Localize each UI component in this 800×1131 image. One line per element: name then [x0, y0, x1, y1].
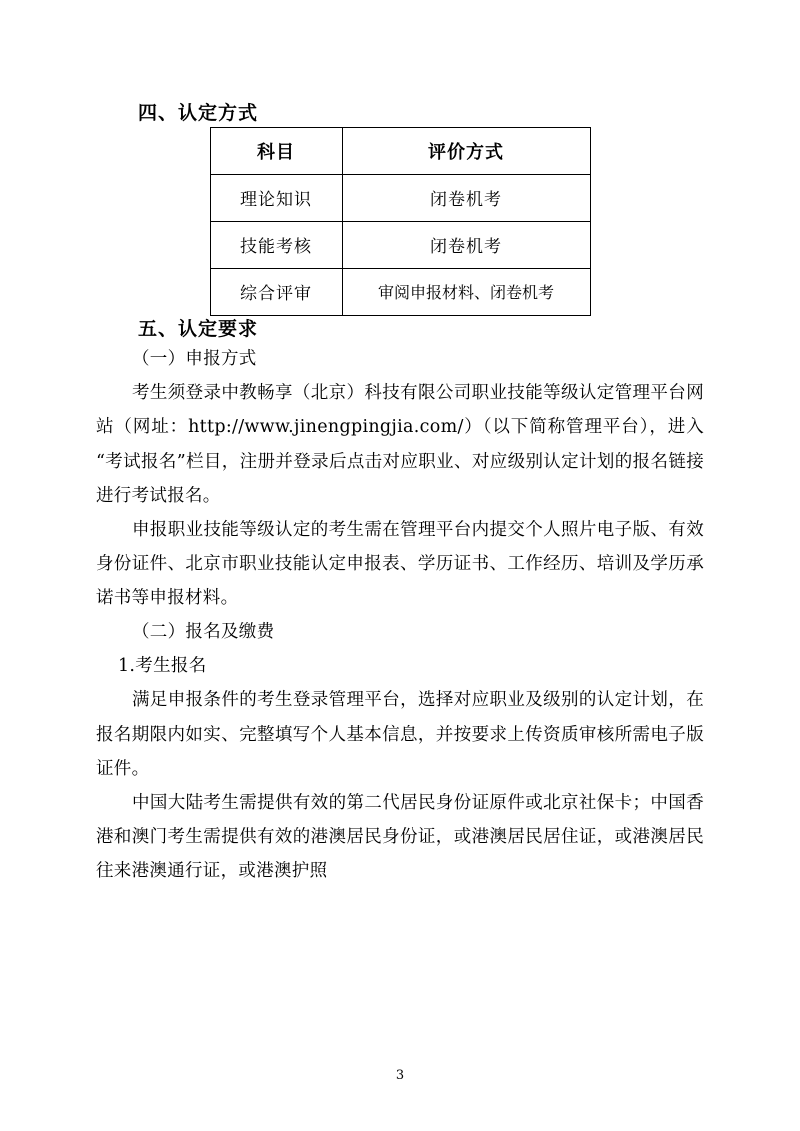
paragraph-apply-method-1: 考生须登录中教畅享（北京）科技有限公司职业技能等级认定管理平台网站（网址：http://www.jinengpingjia.com/）（以下简称管理平台），进入“考试报名”栏目，注册并登录后点击对应职业、对应级别认定计划的报名链接进行考试报名。 — [96, 383, 704, 506]
table-header-subject: 科目 — [210, 127, 342, 174]
table-header-row — [210, 127, 590, 174]
section-heading-5: 五、认定要求 — [138, 317, 259, 340]
subsection-title-register-pay: （二）报名及缴费 — [132, 622, 275, 643]
section-heading-4: 四、认定方式 — [138, 102, 259, 124]
table-row — [210, 268, 590, 315]
table-cell-method: 闭卷机考 — [342, 174, 590, 221]
table-cell-method: 闭卷机考 — [342, 221, 590, 268]
table-header-method: 评价方式 — [342, 127, 590, 174]
subsection-title-apply-method: （一）申报方式 — [132, 349, 257, 370]
table-cell-subject: 理论知识 — [210, 174, 342, 221]
table-row — [210, 221, 590, 268]
table-cell-subject: 技能考核 — [210, 221, 342, 268]
paragraph-candidate-registration-2: 中国大陆考生需提供有效的第二代居民身份证原件或北京社保卡；中国香港和澳门考生需提供有效的港澳居民身份证，或港澳居民居住证，或港澳居民往来港澳通行证，或港澳护照 — [96, 792, 704, 882]
table-cell-method: 审阅申报材料、闭卷机考 — [342, 268, 590, 315]
page-number: 3 — [395, 1068, 405, 1083]
item-title-candidate-registration: 1.考生报名 — [118, 656, 207, 677]
assessment-method-table — [210, 127, 591, 316]
paragraph-candidate-registration-1: 满足申报条件的考生登录管理平台，选择对应职业及级别的认定计划，在报名期限内如实、完整填写个人基本信息，并按要求上传资质审核所需电子版证件。 — [96, 690, 704, 779]
table-cell-subject: 综合评审 — [210, 268, 342, 315]
table-row — [210, 174, 590, 221]
document-body — [96, 100, 704, 888]
paragraph-apply-method-2: 申报职业技能等级认定的考生需在管理平台内提交个人照片电子版、有效身份证件、北京市职业技能认定申报表、学历证书、工作经历、培训及学历承诺书等申报材料。 — [96, 519, 704, 609]
